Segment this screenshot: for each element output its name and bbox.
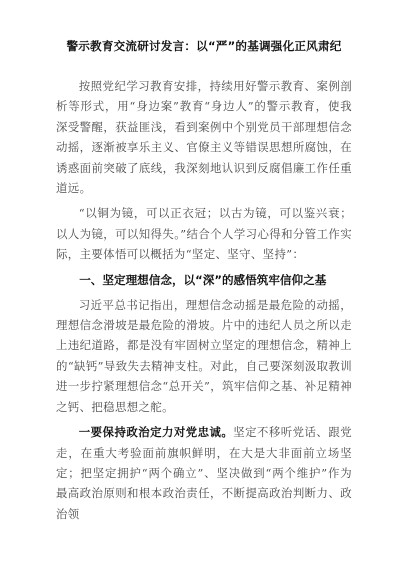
paragraph-section-1: 习近平总书记指出，理想信念动摇是最危险的动摇，理想信念滑坡是最危险的滑坡。片中的违纪人员之所以走上违纪道路，都是没有牢固树立坚定的理想信念，精神上的“缺钙”导致失去精神支柱。对此，自己要深刻汲取教训进一步拧紧理想信念“总开关”，筑牢信仰之基、补足精神之钙、把稳思想之舵。 [56,297,352,414]
paragraph-intro: 按照党纪学习教育安排，持续用好警示教育、案例剖析等形式，用“身边案”教育“身边人”的警示教育，使我深受警醒，获益匪浅，看到案例中个别党员干部理想信念动摇，逐渐被享乐主义、官僚主义等错误思想所腐蚀，在诱惑面前突破了底线，我深刻地认识到反腐倡廉工作任重道远。 [56,79,352,196]
document-title: 警示教育交流研讨发言：以“严”的基调强化正风肃纪 [66,39,342,53]
paragraph-quote: “以铜为镜，可以正衣冠；以古为镜，可以鉴兴衰；以人为镜，可以知得失。”结合个人学习心得和分管工作实际，主要体悟可以概括为“坚定、坚守、坚持”： [56,206,352,262]
section-heading-1: 一、坚定理想信念，以“深”的感悟筑牢信仰之基 [79,272,327,287]
paragraph-point-1 [56,422,352,524]
point-1-body: 坚定不移听党话、跟党走，在重大考验面前旗帜鲜明，在大是大非面前立场坚定；把坚定拥护“两个确立”、坚决做到“两个维护”作为最高政治原则和根本政治责任，不断提高政治判断力、政治领 [56,425,352,521]
point-1-lead: 一要保持政治定力对党忠诚。 [78,425,234,440]
